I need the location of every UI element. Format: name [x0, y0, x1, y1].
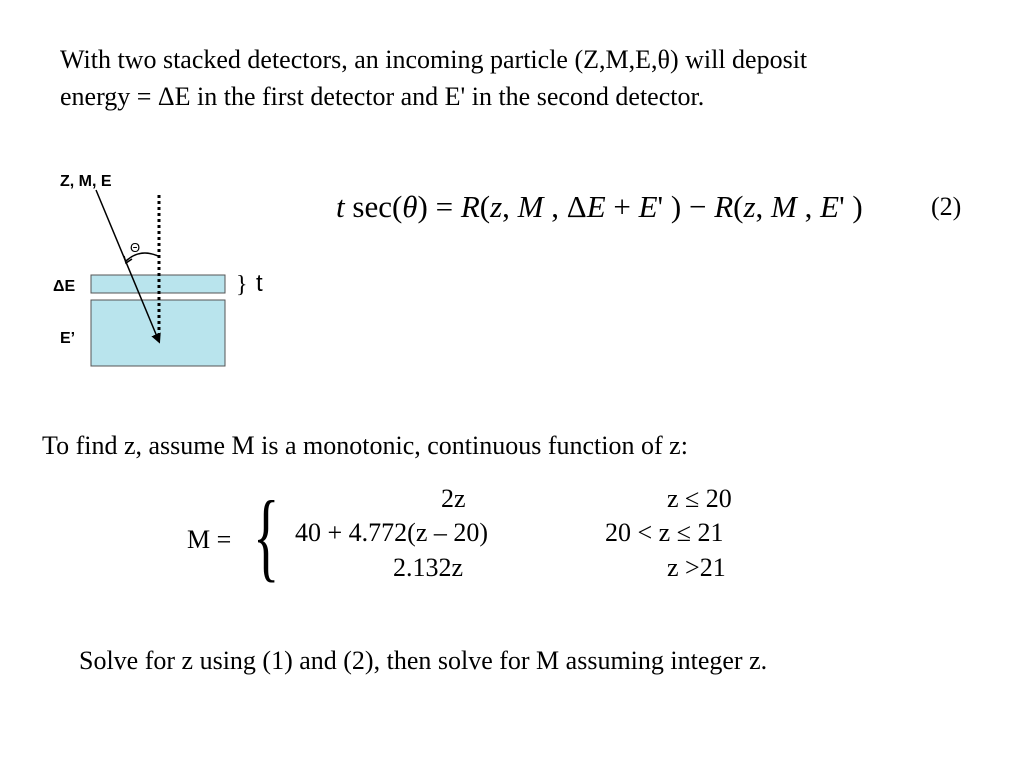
eq-comma3: , [755, 189, 772, 224]
case-1-condition: z ≤ 20 [667, 484, 732, 513]
eq-m1: M [517, 189, 544, 224]
eq-e2: E [638, 189, 658, 224]
piecewise-brace: { [253, 480, 280, 591]
eq-open2: ( [479, 189, 491, 224]
angle-label: Θ [130, 240, 141, 255]
eq-prime1: ' ) − [657, 189, 715, 224]
equation-number: (2) [931, 192, 962, 221]
equation-2 [336, 191, 863, 222]
eq-e1: E [586, 189, 606, 224]
piecewise-label: M = [187, 525, 232, 554]
first-detector [91, 275, 225, 293]
eq-r2: R [714, 189, 734, 224]
eq-comma4: , [796, 189, 821, 224]
eq-close1: ) = [417, 189, 461, 224]
detector-diagram [40, 160, 290, 380]
solve-text: Solve for z using (1) and (2), then solve for M assuming integer z. [79, 646, 768, 675]
eq-e3: E [820, 189, 840, 224]
eq-plus: + [605, 189, 639, 224]
thickness-brace: } [236, 272, 248, 298]
eq-t: t [336, 189, 345, 224]
eq-theta: θ [402, 189, 418, 224]
eq-comma1: , [502, 189, 518, 224]
thickness-label: t [256, 270, 263, 297]
find-z-text: To find z, assume M is a monotonic, continuous function of z: [42, 431, 688, 460]
eq-sec: sec( [344, 189, 403, 224]
case-2-condition: 20 < z ≤ 21 [605, 518, 724, 547]
intro-line-2: energy = ΔE in the first detector and E' in the second detector. [60, 82, 705, 111]
eq-open3: ( [733, 189, 744, 224]
case-3-condition: z >21 [667, 553, 726, 582]
case-3-expression: 2.132z [393, 553, 464, 582]
particle-label: Z, M, E [60, 173, 112, 190]
eq-z1: z [490, 189, 503, 224]
intro-line-1: With two stacked detectors, an incoming particle (Z,M,E,θ) will deposit [60, 45, 808, 74]
eq-r1: R [460, 189, 480, 224]
eq-z2: z [743, 189, 756, 224]
e-prime-label: E’ [60, 330, 76, 347]
eq-prime2: ' ) [839, 189, 863, 224]
eq-m2: M [771, 189, 797, 224]
case-2-expression: 40 + 4.772(z – 20) [295, 518, 489, 547]
delta-e-label: ΔE [53, 278, 76, 295]
case-1-expression: 2z [441, 484, 466, 513]
eq-comma2: , Δ [543, 189, 587, 224]
